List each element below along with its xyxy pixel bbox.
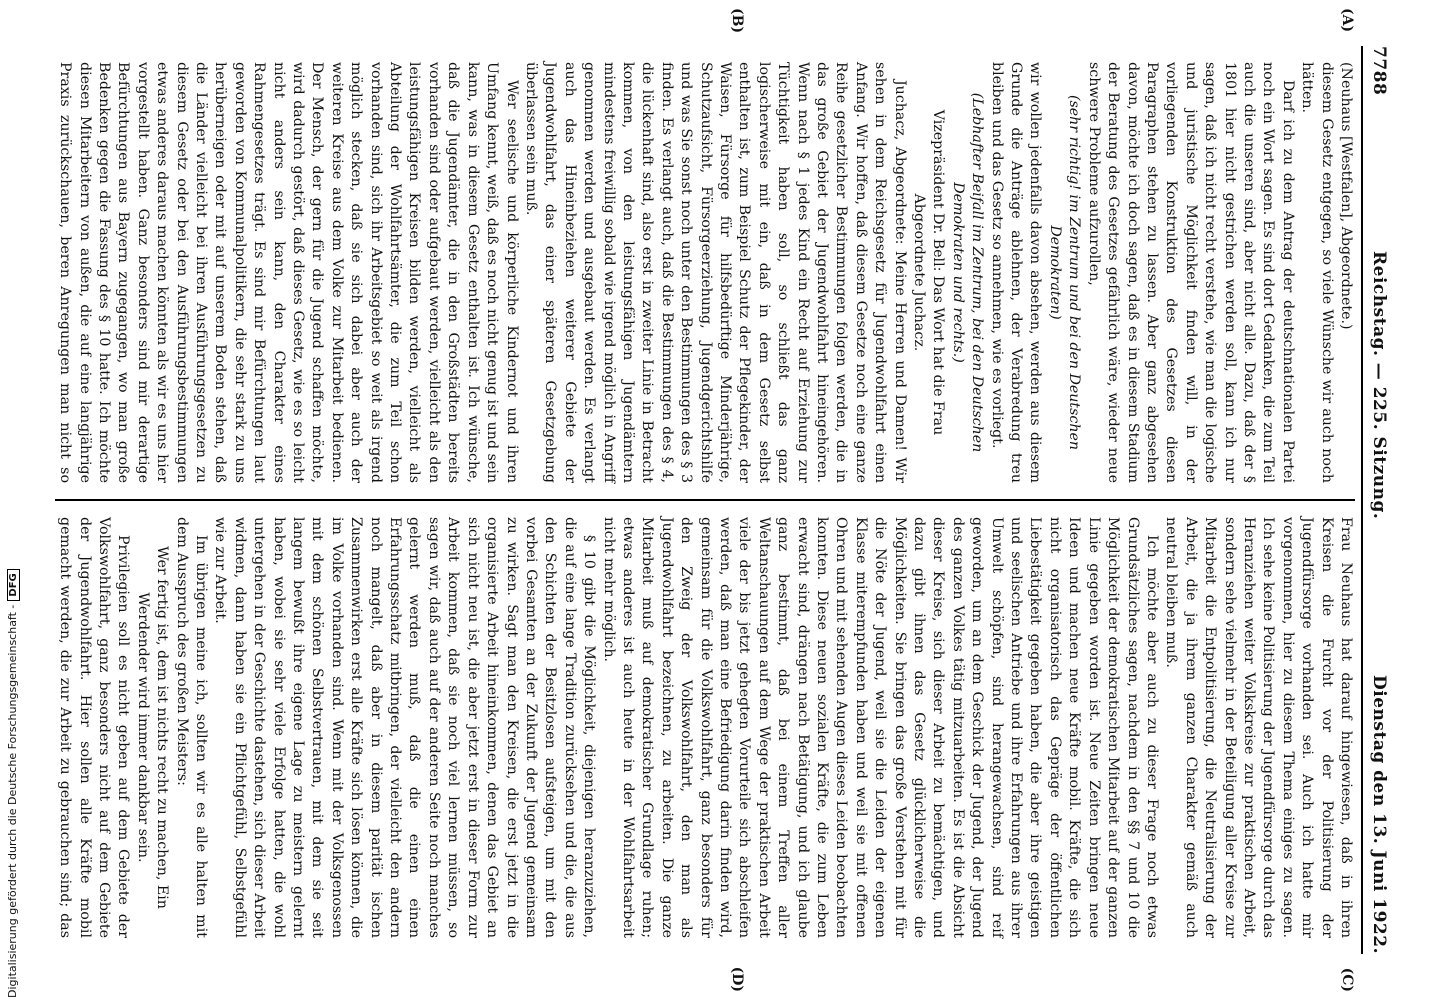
rotated-document-page bbox=[17, 0, 1417, 1000]
paragraph: (sehr richtig! im Zentrum und bei den Deutschen Demokraten) bbox=[1046, 94, 1083, 451]
page-header-date: Dienstag den 13. Juni 1922. bbox=[1369, 675, 1389, 954]
paragraph: wir wollen jedenfalls davon absehen, werden aus diesem Grunde die Anträge ablehnen, der Verabredung treu bleiben und das Gesetz so annehmen, wie es vorliegt. bbox=[988, 62, 1044, 483]
paragraph: (Neuhaus [Westfalen], Abgeordnete.) bbox=[1338, 62, 1354, 330]
page-number: 7788 bbox=[1369, 46, 1389, 96]
dfg-logo: DFG bbox=[7, 569, 20, 600]
paragraph: Juchacz, Abgeordnete: Meine Herren und Damen! Wir sehen in dem Reichsgesetz für Jugendwohlfahrt einen Anfang. Wir hoffen, daß diesem Gesetze noch eine ganze Reihe gesetzlicher Bestimmungen folgen werden, die in das große Gebiet der Jugendwohlfahrt hineingehören. Wenn nach § 1 jedes Kind ein Recht auf Erziehung zur Tüchtigkeit haben soll, so schließt das ganz logischerweise mit ein, daß in dem Gesetz selbst enthalten ist, zum Beispiel Schutz der Pflegekinder, der Waisen, Fürsorge für hilfsbedürftige Minderjährige, Schutzaufsicht, Fürsorgeerziehung, Jugendgerichtshilfe und was Sie sonst noch unter den Bestimmungen des § 3 finden. Es verlangt auch, daß die Bestimmungen des § 4, die lückenhaft sind, also erst in zweiter Linie in Betracht kommen, von den leistungsfähigen Jugendämtern mindestens freiwillig sobald wie irgend möglich in Angriff genommen werden und ausgebaut werden. Es verlangt auch das Hineinbeziehen weiterer Gebiete der Jugendwohlfahrt, das einer späteren Gesetzgebung überlassen sein muß. bbox=[522, 62, 908, 483]
page-header-title: Reichstag. — 225. Sitzung. bbox=[1369, 251, 1389, 520]
digitization-note bbox=[6, 569, 20, 998]
right-column bbox=[55, 501, 1355, 954]
paragraph: (Lebhafter Beifall im Zentrum, bei den Deutschen Demokraten und rechts.) bbox=[949, 92, 986, 453]
left-column bbox=[55, 46, 1355, 499]
margin-marker-b: (B) bbox=[729, 8, 745, 34]
paragraph: Darf ich zu dem Antrag der deutschnationalen Partei noch ein Wort sagen. Es sind dort Gedanken, die zum Teil auch die unseren sind, aber nicht alle. Dazu, daß der § 1801 hier nicht gestrichen werden soll, kann ich nur sagen, daß ich nicht recht verstehe, wie man die logische und juristische Möglichkeit finden will, in der vorliegenden Konstruktion des Gesetzes diesen Paragraphen stehen zu lassen. Aber ganz abgesehen davon, möchte ich doch sagen, daß es in diesem Stadium der Beratung des Gesetzes gefährlich wäre, wieder neue schwere Probleme aufzurollen, bbox=[1085, 62, 1296, 483]
paragraph: § 10 gibt die Möglichkeit, diejenigen heranzuziehen, die auf eine lange Tradition zurücksehen und die, die aus den Schichten der Besitzlosen aufsteigen, um mit den vorbei Gesamten an der Zukunft der Jugend gemeinsam zu wirken. Sagt man den Kreisen, die erst jetzt in die organisierte Arbeit hineinkommen, denen das Gebiet an sich nicht neu ist, die aber jetzt erst in dieser Form zur Arbeit kommen, daß sie noch viel lernen müssen, so sagen wir, daß auch auf der anderen Seite noch manches gelernt werden muß, daß die einen einen Erfahrungsschatz mitbringen, der vielleicht den andern noch mangelt, daß aber in diesem parität ischen Zusammenwirken erst alle Kräfte sich lösen können, die im Volke vorhanden sind. Wenn mit der Volksgenossen mit dem schönen Selbstvertrauen, mit dem sie seit langem bewußt ihre eigene Lage zu meistern gelernt haben, wobei sie sehr viele Erfolge hatten, die wohl untergehen in der Geschichte dastehen, sich dieser Arbeit widmen, dann haben sie ein Pflichtgefühl, Selbstgefühl wie zur Arbeit. bbox=[212, 517, 598, 938]
digitization-note-text: Digitalisierung gefördert durch die Deutsche Forschungsgemeinschaft - bbox=[6, 604, 19, 998]
margin-marker-d: (D) bbox=[729, 966, 745, 992]
paragraph: diesem Gesetz entgegen, so viele Wünsche wir auch noch hätten. bbox=[1299, 62, 1335, 483]
paragraph: Privilegien soll es nicht geben auf dem Gebiete der Volkswohlfahrt, ganz besonders nicht auf dem Gebiete der Jugendwohlfahrt. Hier sollen alle Kräfte mobil gemacht werden, die zur Arbeit zu gebrauchen sind; das bbox=[57, 517, 132, 938]
margin-marker-a: (A) bbox=[1339, 8, 1355, 33]
paragraph: Im übrigen meine ich, sollten wir es alle halten mit dem Ausspruch des großen Meisters: bbox=[173, 517, 210, 938]
page-header bbox=[1361, 46, 1389, 954]
paragraph: Frau Neuhaus hat darauf hingewiesen, daß in ihren Kreisen die Furcht vor der Politisierung der Jugendfürsorge vorhanden sei. Auch ich hatte mir vorgenommen, hier zu diesem Thema einiges zu sagen. Ich sehe keine Politisierung der Jugendfürsorge durch das Heranziehen weiter Volkskreise zur praktischen Arbeit, sondern sehe vielmehr in der Beteiligung aller Kreise zur Mitarbeit die Entpolitisierung, die Neutralisierung der Arbeit, die ja ihrem ganzen Charakter gemäß auch neutral bleiben muß. bbox=[1163, 517, 1354, 938]
paragraph: Wer fertig ist, dem ist nichts recht zu machen, Ein Werdender wird immer dankbar sein. bbox=[134, 546, 171, 909]
margin-marker-c: (C) bbox=[1339, 967, 1355, 992]
paragraph: Vizepräsident Dr. Bell: Das Wort hat die Frau Abgeordnete Juchacz. bbox=[911, 109, 947, 436]
text-columns bbox=[55, 8, 1355, 992]
paragraph: Ich möchte aber auch zu dieser Frage noch etwas Grundsätzliches sagen, nachdem in den §§ 7 und 10 die Möglichkeit der demokratischen Mitarbeit auf der ganzen Linie gegeben worden ist. Neue Zeiten bringen neue Ideen und machen neue Kräfte mobil. Kräfte, die sich nicht organisatorisch das Gepräge der öffentlichen Liebestätigkeit gegeben haben, die aber ihre geistigen und seelischen Antriebe und ihre Erfahrungen aus ihrer Umwelt schöpfen, sind herangewachsen, sind reif geworden, um an dem Geschick der Jugend, der Jugend des ganzen Volkes tätig mitzuarbeiten. Es ist die Absicht dieser Kreise, sich dieser Arbeit zu bemächtigen, und dazu gibt ihnen das Gesetz glücklicherweise die Möglichkeiten. Sie bringen das große Verstehen mit für die Nöte der Jugend, weil sie die Leiden der eigenen Klasse miterempfunden haben und weil sie mit offenen Ohren und mit sehenden Augen dieses Leiden beobachten konnten. Diese neuen sozialen Kräfte, die zum Leben erwacht sind, drängen nach Betätigung, und ich glaube ganz bestimmt, daß bei einem Treffen aller Weltanschauungen auf dem Wege der praktischen Arbeit viele der bis jetzt gehegten Vorurteile sich abschleifen werden, daß man eine Befriedigung darin finden wird, gemeinsam für die Volkswohlfahrt, ganz besonders für den Zweig der Volkswohlfahrt, den man als Jugendwohlfahrt bezeichnen, zu arbeiten. Die ganze Mitarbeit muß auf demokratischer Grundlage ruhen; etwas anderes ist auch heute in der Wohlfahrtsarbeit nicht mehr möglich. bbox=[600, 517, 1160, 938]
paragraph: Wer seelische und körperliche Kindernot und ihren Umfang kennt, weiß, daß es noch nicht genug ist und sein kann, was in diesem Gesetz enthalten ist. Ich wünsche, daß die Jugendämter, die in den Großstädten bereits vorhanden sind oder aufgebaut werden, vielleicht als den leistungsfähigen Kreisen bilden werden, vielleicht als Abteilung der Wohlfahrtsämter, die zum Teil schon vorhanden sind, sich ihr Arbeitsgebiet so weit als irgend möglich stecken, daß sie sich dabei aber auch der weiteren Kreise aus dem Volke zur Mitarbeit bedienen. Der Mensch, der gern für die Jugend schaffen möchte, wird dadurch gestört, daß dieses Gesetz, wie es so leicht nicht anders sein kann, den Charakter eines Rahmengesetzes trägt. Es sind mir Befürchtungen laut geworden von Kommunalpolitikern, die sehr stark zu uns herüberneigen oder mit auf unserem Boden stehen, daß die Länder vielleicht bei ihren Ausführungsgesetzen zu diesem Gesetz oder bei den Ausführungsbestimmungen etwas anderes daraus machen könnten als wir es uns hier vorgestellt haben. Ganz besonders sind mir derartige Befürchtungen aus Bayern zugegangen, wo man große Bedenken gegen die Fassung des § 10 hatte. Ich möchte diesen Mitarbeitern von außen, die auf eine langjährige Praxis zurückschauen, beren Anregungen man nicht so bbox=[57, 62, 520, 483]
